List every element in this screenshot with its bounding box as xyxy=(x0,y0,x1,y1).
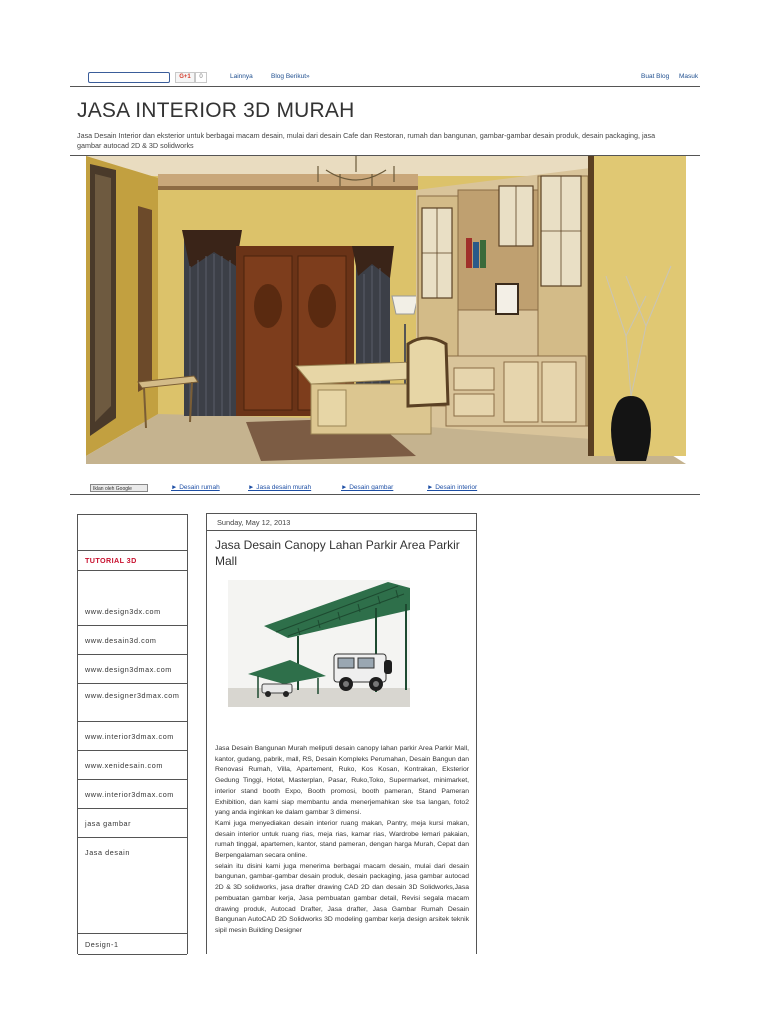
header-image xyxy=(86,156,686,464)
blog-title[interactable]: JASA INTERIOR 3D MURAH xyxy=(77,99,355,122)
more-link[interactable]: Lainnya xyxy=(230,73,253,80)
search-input[interactable] xyxy=(88,72,170,83)
sidebar-link-jasa-desain[interactable]: Jasa desain xyxy=(78,838,187,934)
post-title[interactable]: Jasa Desain Canopy Lahan Parkir Area Parkir Mall xyxy=(215,538,460,568)
next-blog-link[interactable]: Blog Berikut» xyxy=(271,73,310,80)
sidebar-link-xenidesain[interactable]: www.xenidesain.com xyxy=(78,751,187,780)
post-date: Sunday, May 12, 2013 xyxy=(207,514,476,531)
sidebar-link-interior3dmax-2[interactable]: www.interior3dmax.com xyxy=(78,780,187,809)
post-paragraph: Jasa Desain Bangunan Murah meliputi desain canopy lahan parkir Area Parkir Mall, kantor, gudang, pabrik, mall, RS, Desain Kompleks Perumahan, Desain Bangun dan Renovasi Rumah, Villa, Apartement, Ruko, Kos Kosan, Kontrakan, Eksterior Gedung Tinggi, Hotel, Masterplan, Pasar, Ruko,Toko, Supermarket, minimarket, interior stand booth Expo, Booth promosi, booth pameran, Stand Pameran Exhibition, dan kami siap membantu anda menerjemahkan ske tsa langan, foto2 yang anda inginkan ke dalam gambar 3 dimensi. xyxy=(215,745,469,817)
sidebar xyxy=(77,514,188,954)
topic-link-jasa-desain-murah[interactable]: ► Jasa desain murah xyxy=(248,484,312,491)
sidebar-link-desain3d[interactable]: www.desain3d.com xyxy=(78,626,187,655)
topics-divider xyxy=(70,494,700,495)
sidebar-link-designer3dmax[interactable]: www.designer3dmax.com xyxy=(78,684,187,722)
ads-by-google-label: Iklan oleh Google xyxy=(93,486,132,492)
sidebar-link-jasa-gambar[interactable]: jasa gambar xyxy=(78,809,187,838)
sign-in-link[interactable]: Masuk xyxy=(679,73,699,80)
sidebar-heading-tutorial-3d: TUTORIAL 3D xyxy=(78,551,187,571)
gplus-button[interactable]: G+1 xyxy=(175,72,195,83)
post-image-canopy[interactable] xyxy=(228,580,410,707)
post-paragraph: selain itu disini kami juga menerima berbagai macam desain, mulai dari desain bangunan, gambar-gambar desain produk, desain packaging, jasa gambar autocad 2D & 3D solidworks, jasa drafter drawing CAD 2D dan desain 3D Solidworks,Jasa pembuatan gambar kerja, Jasa pembuatan gambar detail, Revisi segala macam drawing produk, Autocad Drafter, Jasa drafter, Jasa Gambar Rumah Desain Bangunan AutoCAD 2D Solidworks 3D modeling gambar kerja design arsitek teknik sipil mesin Building Designer xyxy=(215,862,469,934)
sidebar-top-blank xyxy=(78,515,187,551)
post-body xyxy=(215,744,469,937)
sidebar-link-design3dmax[interactable]: www.design3dmax.com xyxy=(78,655,187,684)
gplus-count: 0 xyxy=(195,72,207,83)
blog-description: Jasa Desain Interior dan eksterior untuk berbagai macam desain, mulai dari desain Cafe dan Restoran, rumah dan bangunan, gambar-gambar desain produk, desain packaging, jasa gambar autocad 2D & 3D solidworks xyxy=(77,131,656,150)
sidebar-link-design3dx[interactable]: www.design3dx.com xyxy=(78,571,187,626)
post-paragraph: Kami juga menyediakan desain interior ruang makan, Pantry, meja kursi makan, desain interior untuk ruang rias, meja rias, kamar rias, Wardrobe lemari pakaian, rumah tinggal, apartemen, kantor, stand pameran, dengan harga Murah, Cepat dan Berpengalaman secara online. xyxy=(215,819,469,860)
topic-link-desain-rumah[interactable]: ► Desain rumah xyxy=(171,484,220,491)
sidebar-link-design-1[interactable]: Design-1 xyxy=(78,934,187,955)
topic-link-desain-interior[interactable]: ► Desain interior xyxy=(427,484,478,491)
sidebar-link-interior3dmax[interactable]: www.interior3dmax.com xyxy=(78,722,187,751)
ads-by-google-badge[interactable] xyxy=(90,484,148,492)
post xyxy=(206,513,477,954)
topic-link-desain-gambar[interactable]: ► Desain gambar xyxy=(341,484,394,491)
blogger-navbar xyxy=(70,70,700,87)
create-blog-link[interactable]: Buat Blog xyxy=(641,73,670,80)
